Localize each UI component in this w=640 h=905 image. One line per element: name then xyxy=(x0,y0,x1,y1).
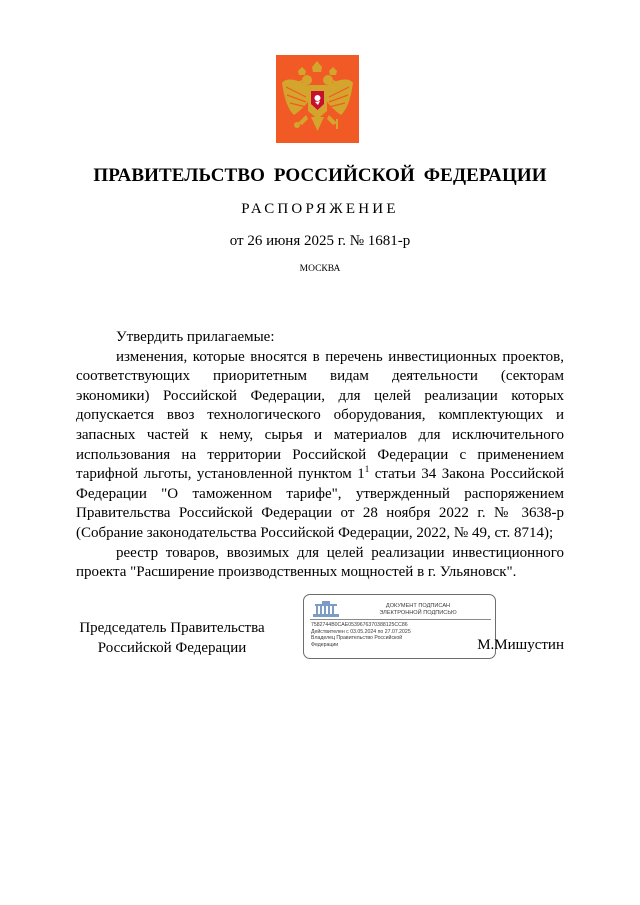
signatory-position-line1: Председатель Правительства xyxy=(79,620,265,636)
body-item-1-part2: статьи 34 Закона Российской Федерации "О таможенном тарифе", утвержденный распоряжением Правительства Российской Федерации от 28 ноября 2022 г. № 3638-р (Собрание законодательства Российской Федерации, 2022, № 49, ст. 8714); xyxy=(76,466,564,541)
document-city: МОСКВА xyxy=(299,264,341,274)
body-item-2: реестр товаров, ввозимых для целей реализации инвестиционного проекта "Расширение производственных мощностей в г. Ульяновск". xyxy=(76,544,564,581)
body-intro: Утвердить прилагаемые: xyxy=(116,329,275,345)
signatory-name: М.Мишустин xyxy=(477,637,564,653)
government-title: ПРАВИТЕЛЬСТВО РОССИЙСКОЙ ФЕДЕРАЦИИ xyxy=(93,165,547,186)
document-type: РАСПОРЯЖЕНИЕ xyxy=(241,201,399,217)
stamp-title xyxy=(344,603,492,617)
stamp-title-line1: ДОКУМЕНТ ПОДПИСАН xyxy=(385,603,451,609)
stamp-info xyxy=(311,622,493,648)
stamp-owner-line2: Федерации xyxy=(311,641,339,648)
government-building-icon xyxy=(311,601,341,617)
body-item-1-part1: изменения, которые вносятся в перечень инвестиционных проектов, соответствующих приоритетным видам деятельности (секторам экономики) Российской Федерации, для целей реализации которых допускается ввоз технологического оборудования, комплектующих и запасных частей к нему, сырья и материалов для исключительного использования на территории Российской Федерации с применением тарифной льготы, установленной пунктом 1 xyxy=(76,348,564,483)
document-date-number: от 26 июня 2025 г. № 1681-р xyxy=(229,233,411,249)
coat-of-arms xyxy=(276,55,359,143)
stamp-owner-line1: Владелец Правительство Российской xyxy=(311,635,403,642)
stamp-title-line2: ЭЛЕКТРОННОЙ ПОДПИСЬЮ xyxy=(379,610,457,616)
stamp-certificate: 7582744B0CAE0539676370388125CC86 xyxy=(311,622,408,628)
stamp-validity: Действителен с 03.05.2024 по 27.07.2025 xyxy=(311,628,411,635)
russian-coat-of-arms-icon xyxy=(276,55,359,143)
stamp-divider xyxy=(310,619,491,620)
body-item-1 xyxy=(76,348,564,544)
electronic-signature-stamp xyxy=(303,594,496,659)
signatory-position-line2: Российской Федерации xyxy=(97,639,247,656)
body-item-1-superscript: 1 xyxy=(364,464,370,475)
document-body xyxy=(76,328,564,583)
signatory-position xyxy=(76,619,268,658)
